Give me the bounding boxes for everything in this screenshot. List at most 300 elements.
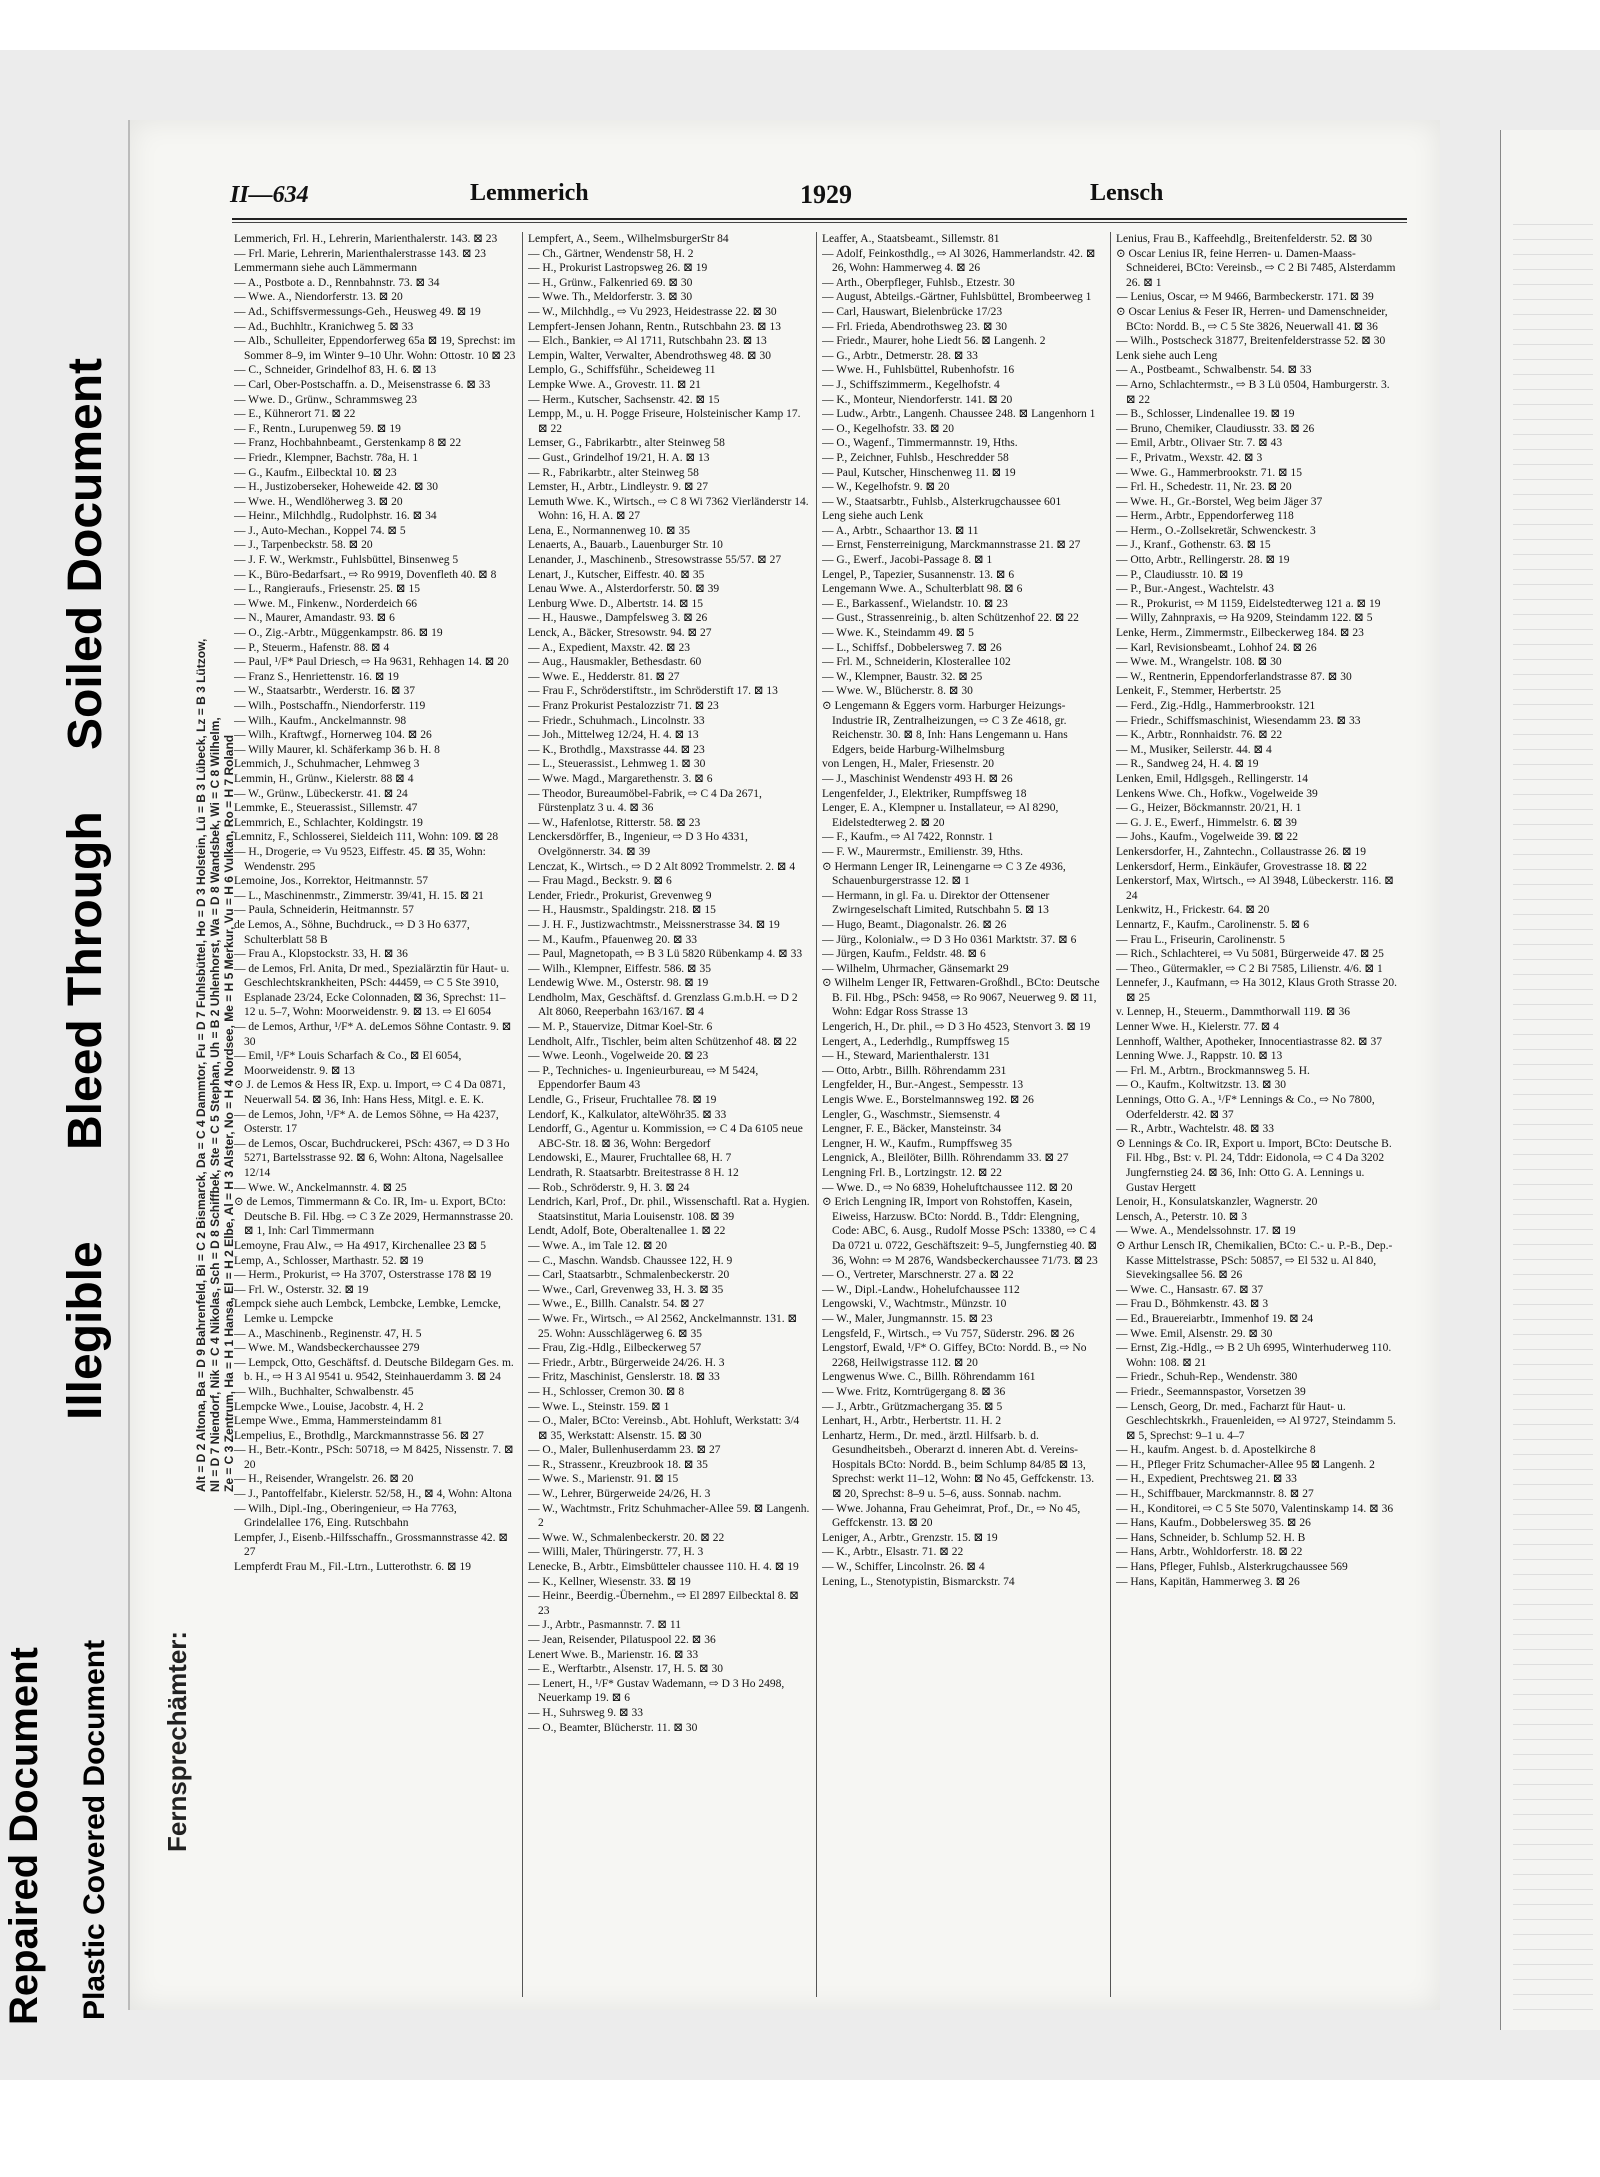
directory-entry: Lendholt, Alfr., Tischler, beim alten Schützenhof 48. ⊠ 22 (528, 1035, 797, 1048)
directory-entry: Lenkens Wwe. Ch., Hofkw., Vogelweide 39 (1116, 787, 1318, 800)
directory-entry: Lenning Wwe. J., Rappstr. 10. ⊠ 13 (1116, 1050, 1283, 1063)
directory-entry: Lengemann Wwe. A., Schulterblatt 98. ⊠ 6 (822, 583, 1023, 596)
directory-entry: Lemuth Wwe. K., Wirtsch., ⇨ C 8 Wi 7362 Vierländerstr 14. Wohn: 16, H. A. ⊠ 27 (528, 495, 809, 523)
directory-entry: — W., Dipl.-Landw., Hohelufchaussee 112 (822, 1283, 1020, 1296)
column-separator (522, 232, 523, 1997)
directory-entry: — Heinr., Milchhdlg., Rudolphstr. 16. ⊠ 34 (234, 510, 437, 523)
directory-entry: — M. P., Stauervize, Ditmar Koel-Str. 6 (528, 1021, 713, 1034)
directory-entry: — J., Arbtr., Grützmachergang 35. ⊠ 5 (822, 1400, 1003, 1413)
directory-entry: — Wwe. G., Hammerbrookstr. 71. ⊠ 15 (1116, 466, 1303, 479)
directory-entry: — Hans, Schneider, b. Schlump 52. H. B (1116, 1531, 1306, 1544)
directory-entry: — F., Privatm., Wexstr. 42. ⊠ 3 (1116, 451, 1263, 464)
directory-entry: — H., Suhrsweg 9. ⊠ 33 (528, 1706, 644, 1719)
directory-entry: Lempin, Walter, Verwalter, Abendrothsweg 48. ⊠ 30 (528, 349, 772, 362)
directory-entry: Lenger, E. A., Klempner u. Installateur, ⇨ Al 8290, Eidelstedterweg 2. ⊠ 20 (822, 802, 1059, 829)
directory-entry: — W., Lehrer, Bürgerweide 24/26, H. 3 (528, 1488, 711, 1501)
directory-entry: Lenhart, H., Arbtr., Herbertstr. 11. H. 2 (822, 1415, 1002, 1428)
directory-entry: — Friedr., Klempner, Bachstr. 78a, H. 1 (234, 451, 419, 464)
directory-entry: — Karl, Revisionsbeamt., Lohhof 24. ⊠ 26 (1116, 641, 1317, 654)
directory-entry: — W., Wachtmstr., Fritz Schuhmacher-Allee 59. ⊠ Langenh. 2 (528, 1502, 810, 1530)
condition-tags (0, 140, 135, 2025)
directory-entry: — A., Postbeamt., Schwalbenstr. 54. ⊠ 33 (1116, 364, 1312, 377)
directory-entry: Lendholm, Max, Geschäftsf. d. Grenzlass G.m.b.H. ⇨ D 2 Alt 8060, Reeperbahn 163/167. ⊠ 4 (528, 991, 798, 1019)
directory-entry: — de Lemos, Frl. Anita, Dr med., Spezialärztin für Haut- u. Geschlechtskrankheiten, PSch: 44459, ⇨ C 5 Ste 3910, Esplanade 23/24, Ecke Colonnaden, ⊠ 36, Sprechst: 11–12 u. 5–7, Wohn: Moorweidenstr. 9. ⊠ 13. ⇨ El 6054 (234, 962, 510, 1019)
directory-entry: — Lempck, Otto, Geschäftsf. d. Deutsche Bildegarn Ges. m. b. H., ⇨ H 3 Al 9541 u. 9542, Steinhauerdamm 3. ⊠ 24 (234, 1356, 514, 1384)
column-3 (822, 232, 1104, 2002)
directory-entry: — Frau L., Friseurin, Carolinenstr. 5 (1116, 933, 1285, 946)
directory-entry: — J. H. F., Justizwachtmstr., Meissnerstrasse 34. ⊠ 19 (528, 918, 780, 931)
directory-entry: — Wwe. S., Marienstr. 91. ⊠ 15 (528, 1473, 679, 1486)
directory-entry: — Friedr., Seemannspastor, Vorsetzen 39 (1116, 1385, 1306, 1398)
directory-entry: Lenaerts, A., Bauarb., Lauenburger Str. 10 (528, 539, 723, 552)
directory-entry: — Ernst, Zig.-Hdlg., ⇨ B 2 Uh 6995, Winterhuderweg 110. Wohn: 108. ⊠ 21 (1116, 1342, 1392, 1369)
directory-entry: — Fritz, Maschinist, Genslerstr. 18. ⊠ 33 (528, 1371, 720, 1384)
directory-entry: — Hans, Kapitän, Hammerweg 3. ⊠ 26 (1116, 1575, 1300, 1588)
directory-entry: Lengnick, A., Bleilöter, Billh. Röhrendamm 33. ⊠ 27 (822, 1152, 1069, 1165)
directory-entry: — H., Pfleger Fritz Schumacher-Allee 95 ⊠ Langenh. 2 (1116, 1458, 1375, 1471)
directory-entry: — H., Steward, Marienthalerstr. 131 (822, 1050, 990, 1063)
directory-entry: — Jean, Reisender, Pilatuspool 22. ⊠ 36 (528, 1634, 716, 1646)
directory-entry: — Wwe. A., Mendelssohnstr. 17. ⊠ 19 (1116, 1225, 1296, 1238)
column-separator (1110, 232, 1111, 1997)
page-header (230, 180, 1405, 216)
directory-entry: — Paula, Schneiderin, Heitmannstr. 57 (234, 904, 414, 917)
directory-entry: — Wwe. L., Steinstr. 159. ⊠ 1 (528, 1400, 670, 1413)
directory-entry: — W., Klempner, Baustr. 32. ⊠ 25 (822, 670, 983, 683)
directory-entry: Lengner, H. W., Kaufm., Rumpffsweg 35 (822, 1137, 1013, 1150)
directory-entry: — Wwe. Johanna, Frau Geheimrat, Prof., Dr., ⇨ No 45, Geffckenstr. 13. ⊠ 20 (822, 1502, 1081, 1530)
directory-entry: Leniger, A., Arbtr., Grenzstr. 15. ⊠ 19 (822, 1531, 998, 1544)
directory-entry: ⊙ Hermann Lenger IR, Leinengarne ⇨ C 3 Ze 4936, Schauenburgerstrasse 12. ⊠ 1 (822, 860, 1066, 888)
directory-entry: — Frl. M., Arbtrn., Brockmannsweg 5. H. (1116, 1064, 1310, 1077)
directory-entry: — Frau F., Schröderstiftstr., im Schröderstift 17. ⊠ 13 (528, 685, 778, 698)
directory-entry: Lendewig Wwe. M., Osterstr. 98. ⊠ 19 (528, 977, 709, 990)
directory-entry: Lemnitz, F., Schlosserei, Sieldeich 111, Wohn: 109. ⊠ 28 (234, 831, 499, 844)
directory-entry: — Wwe. A., Niendorferstr. 13. ⊠ 20 (234, 291, 403, 304)
directory-entry: Lengowski, V., Wachtmstr., Münzstr. 10 (822, 1298, 1007, 1311)
column-2 (528, 232, 810, 2002)
directory-entry: ⊙ de Lemos, Timmermann & Co. IR, Im- u. Export, BCto: Deutsche B. Fil. Hbg. ⇨ C 3 Ze 2029, Hermannstrasse 20. ⊠ 1, Inh: Carl Timmermann (234, 1196, 514, 1238)
directory-entry: Lengwenus Wwe. C., Billh. Röhrendamm 161 (822, 1371, 1036, 1384)
directory-entry: — Wilhelm, Uhrmacher, Gänsemarkt 29 (822, 962, 1009, 975)
directory-entry: — Hermann, in gl. Fa. u. Direktor der Ottensener Zwirngeselschaft Limited, Rutschbahn 5. ⊠ 13 (822, 889, 1050, 917)
directory-entry: Lendorff, G., Agentur u. Kommission, ⇨ C 4 Da 6105 neue ABC-Str. 18. ⊠ 36, Wohn: Bergedorf (528, 1123, 803, 1150)
directory-entry: Lenkersdorfer, H., Zahntechn., Collaustrasse 26. ⊠ 19 (1116, 845, 1366, 858)
directory-entry: — R., Arbtr., Wachtelstr. 48. ⊠ 33 (1116, 1123, 1274, 1136)
directory-entry: — Lenius, Oscar, ⇨ M 9466, Barmbeckerstr. 171. ⊠ 39 (1116, 291, 1374, 304)
directory-entry: — O., Zig.-Arbtr., Müggenkampstr. 86. ⊠ 19 (234, 627, 443, 640)
directory-entry: — O., Maler, Bullenhuserdamm 23. ⊠ 27 (528, 1444, 721, 1457)
directory-entry: Lempfert, A., Seem., WilhelmsburgerStr 84 (528, 233, 729, 245)
directory-entry: — Wilh., Klempner, Eiffestr. 586. ⊠ 35 (528, 962, 712, 975)
directory-entry: — R., Sandweg 24, H. 4. ⊠ 19 (1116, 758, 1259, 771)
directory-entry: Lengfelder, H., Bur.-Angest., Sempesstr. 13 (822, 1079, 1024, 1092)
directory-entry: — R., Fabrikarbtr., alter Steinweg 58 (528, 466, 699, 479)
directory-entry: — Ed., Brauereiarbtr., Immenhof 19. ⊠ 24 (1116, 1312, 1314, 1325)
directory-entry: — M., Musiker, Seilerstr. 44. ⊠ 4 (1116, 743, 1272, 756)
directory-entry: — Wwe. H., Fuhlsbüttel, Rubenhofstr. 16 (822, 364, 1015, 377)
directory-entry: — Ernst, Fensterreinigung, Marckmannstrasse 21. ⊠ 27 (822, 539, 1081, 552)
directory-entry: Lendle, G., Friseur, Fruchtallee 78. ⊠ 19 (528, 1094, 717, 1107)
directory-entry: — W., Staatsarbtr., Werderstr. 16. ⊠ 37 (234, 685, 415, 698)
last-entry-word: Lensch (1090, 180, 1164, 206)
directory-entry: — E., Werftarbtr., Alsenstr. 17, H. 5. ⊠ 30 (528, 1663, 724, 1676)
directory-entry: Lennartz, F., Kaufm., Carolinenstr. 5. ⊠ 6 (1116, 918, 1309, 931)
directory-entry: — Wwe. Leonh., Vogelweide 20. ⊠ 23 (528, 1050, 709, 1063)
directory-entry: Lemoine, Jos., Korrektor, Heitmannstr. 57 (234, 875, 429, 888)
directory-entry: — Jürg., Kolonialw., ⇨ D 3 Ho 0361 Marktstr. 37. ⊠ 6 (822, 933, 1077, 946)
directory-entry: — W., Maler, Jungmannstr. 15. ⊠ 23 (822, 1312, 993, 1325)
directory-entry: Lempke Wwe. A., Grovestr. 11. ⊠ 21 (528, 378, 701, 391)
directory-entry: — Aug., Hausmakler, Bethesdastr. 60 (528, 656, 702, 669)
directory-entry: — de Lemos, Arthur, ¹/F* A. deLemos Söhne Contastr. 9. ⊠ 30 (234, 1021, 512, 1048)
directory-entry: — Ch., Gärtner, Wendenstr 58, H. 2 (528, 247, 694, 260)
directory-entry: Lenczat, K., Wirtsch., ⇨ D 2 Alt 8092 Trommelstr. 2. ⊠ 4 (528, 860, 796, 873)
directory-entry: — Joh., Mittelweg 12/24, H. 4. ⊠ 13 (528, 729, 699, 742)
directory-entry: — Frau, Zig.-Hdlg., Eilbeckerweg 57 (528, 1342, 702, 1355)
directory-entry: — H., Hauswe., Dampfelsweg 3. ⊠ 26 (528, 612, 708, 625)
directory-entry: — E., Kühnerort 71. ⊠ 22 (234, 408, 356, 421)
directory-entry: Lemoyne, Frau Alw., ⇨ Ha 4917, Kirchenallee 23 ⊠ 5 (234, 1239, 486, 1252)
directory-entry: — Theodor, Bureaumöbel-Fabrik, ⇨ C 4 Da 2671, Fürstenplatz 3 u. 4. ⊠ 36 (528, 787, 762, 815)
directory-entry: — J. F. W., Werkmstr., Fuhlsbüttel, Binsenweg 5 (234, 554, 459, 567)
directory-entry: Lemplo, G., Schiffsführ., Scheideweg 11 (528, 364, 716, 377)
directory-entry: — W., Milchhdlg., ⇨ Vu 2923, Heidestrasse 22. ⊠ 30 (528, 305, 777, 318)
directory-entry: — L., Steuerassist., Lehmweg 1. ⊠ 30 (528, 758, 706, 771)
directory-entry: Lemp, A., Schlosser, Marthastr. 52. ⊠ 19 (234, 1254, 424, 1267)
directory-entry: — Ad., Buchhltr., Kranichweg 5. ⊠ 33 (234, 320, 414, 333)
directory-entry: — Wwe. D., ⇨ No 6839, Hoheluftchaussee 112. ⊠ 20 (822, 1181, 1073, 1194)
directory-entry: Lemser, G., Fabrikarbtr., alter Steinweg 58 (528, 437, 725, 450)
directory-entry: — Hans, Pfleger, Fuhlsb., Alsterkrugchaussee 569 (1116, 1561, 1348, 1574)
directory-entry: Lensch, A., Peterstr. 10. ⊠ 3 (1116, 1210, 1248, 1223)
directory-entry: — Jürgen, Kaufm., Feldstr. 48. ⊠ 6 (822, 948, 986, 961)
directory-entry: — F. W., Maurermstr., Emilienstr. 39, Hths. (822, 845, 1023, 858)
directory-entry: — Otto, Arbtr., Billh. Röhrendamm 231 (822, 1064, 1007, 1077)
tag-plastic: Plastic Covered Document (78, 1639, 111, 2020)
directory-entry: — Ludw., Arbtr., Langenh. Chaussee 248. ⊠ Langenhorn 1 (822, 408, 1096, 421)
directory-entry: — Willy, Zahnpraxis, ⇨ Ha 9209, Steindamm 122. ⊠ 5 (1116, 612, 1373, 625)
directory-entry: — Wwe. Fr., Wirtsch., ⇨ Al 2562, Anckelmannstr. 131. ⊠ 25. Wohn: Ausschlägerweg 6. ⊠ 35 (528, 1312, 798, 1340)
directory-entry: — O., Vertreter, Marschnerstr. 27 a. ⊠ 22 (822, 1269, 1014, 1282)
directory-entry: — Gust., Grindelhof 19/21, H. A. ⊠ 13 (528, 451, 710, 464)
directory-entry: Lendorf, K., Kalkulator, alteWöhr35. ⊠ 33 (528, 1108, 727, 1121)
directory-entry: — Wilh., Kraftwgf., Hornerweg 104. ⊠ 26 (234, 729, 432, 742)
directory-entry: — H., Betr.-Kontr., PSch: 50718, ⇨ M 8425, Nissenstr. 7. ⊠ 20 (234, 1444, 514, 1471)
directory-entry: Lenander, J., Maschinenb., Stresowstrasse 55/57. ⊠ 27 (528, 554, 782, 567)
directory-entry: — G., Arbtr., Detmerstr. 28. ⊠ 33 (822, 349, 978, 362)
directory-entry: Lenius, Frau B., Kaffeehdlg., Breitenfelderstr. 52. ⊠ 30 (1116, 233, 1372, 245)
directory-entry: — Wwe. A., im Tale 12. ⊠ 20 (528, 1239, 668, 1252)
directory-entry: — Adolf, Feinkosthdlg., ⇨ Al 3026, Hammerlandstr. 42. ⊠ 26, Wohn: Hammerweg 4. ⊠ 26 (822, 247, 1096, 275)
directory-entry: — K., Kellner, Wiesenstr. 33. ⊠ 19 (528, 1575, 691, 1588)
directory-entry: — Paul, Magnetopath, ⇨ B 3 Lü 5820 Rübenkamp 4. ⊠ 33 (528, 948, 803, 961)
tag-illegible: Illegible (59, 1241, 112, 1420)
directory-entry: Lennhoff, Walther, Apotheker, Innocentiastrasse 82. ⊠ 37 (1116, 1035, 1383, 1048)
directory-entry: — August, Abteilgs.-Gärtner, Fuhlsbüttel, Brombeerweg 1 (822, 291, 1092, 304)
directory-entry: — O., Kaufm., Koltwitzstr. 13. ⊠ 30 (1116, 1079, 1286, 1092)
directory-entry: — R., Strassenr., Kreuzbrook 18. ⊠ 35 (528, 1458, 708, 1471)
directory-entry: Lenkwitz, H., Frickestr. 64. ⊠ 20 (1116, 904, 1270, 917)
directory-entry: — H., Prokurist Lastropsweg 26. ⊠ 19 (528, 262, 708, 275)
directory-entry: — Carl, Hauswart, Bielenbrücke 17/23 (822, 305, 1003, 318)
directory-entry: — J., Kranf., Gothenstr. 63. ⊠ 15 (1116, 539, 1271, 552)
directory-entry: — H., Schiffbauer, Marckmannstr. 8. ⊠ 27 (1116, 1488, 1314, 1501)
directory-entry: ⊙ Arthur Lensch IR, Chemikalien, BCto: C.- u. P.-B., Dep.-Kasse Mittelstrasse, PSch: 50857, ⇨ El 532 u. Al 840, Sievekingsallee 56. ⊠ 26 (1116, 1239, 1393, 1282)
directory-entry: — Frl. Marie, Lehrerin, Marienthalerstrasse 143. ⊠ 23 (234, 247, 487, 260)
directory-entry: — Herm., O.-Zollsekretär, Schwenckestr. 3 (1116, 524, 1316, 537)
directory-entry: — H., Grünw., Falkenried 69. ⊠ 30 (528, 276, 693, 289)
directory-entry: — P., Techniches- u. Ingenieurbureau, ⇨ M 5424, Eppendorfer Baum 43 (528, 1064, 759, 1092)
directory-entry: — H., Hausmstr., Spaldingstr. 218. ⊠ 15 (528, 904, 716, 917)
sidebar-line-1: Alt = D 2 Altona, Ba = D 9 Bahrenfeld, Bi = C 2 Bismarck, Da = C 4 Dammtor, Fu = D 7 Fuhlsbüttel, Ho = D 3 Holstein, Lü = B 3 Lübeck, Lz = B 3 Lützow, (194, 638, 208, 1492)
directory-entry: Lengler, G., Waschmstr., Siemsenstr. 4 (822, 1108, 1000, 1121)
directory-entry: — H., Justizoberseker, Hoheweide 42. ⊠ 30 (234, 481, 438, 494)
directory-entry: — W., Hafenlotse, Ritterstr. 58. ⊠ 23 (528, 816, 701, 829)
directory-entry: — Herm., Prokurist, ⇨ Ha 3707, Osterstrasse 178 ⊠ 19 (234, 1269, 492, 1282)
directory-entry: — Friedr., Schiffsmaschinist, Wiesendamm 23. ⊠ 33 (1116, 714, 1361, 727)
directory-entry: — Wwe., Carl, Grevenweg 33, H. 3. ⊠ 35 (528, 1283, 724, 1296)
directory-entry: — Wwe. M., Wrangelstr. 108. ⊠ 30 (1116, 656, 1282, 669)
directory-entry: — Herm., Kutscher, Sachsenstr. 42. ⊠ 15 (528, 393, 720, 406)
directory-entry: — de Lemos, John, ¹/F* A. de Lemos Söhne, ⇨ Ha 4237, Osterstr. 17 (234, 1108, 499, 1136)
directory-entry: Lenkersdorf, Herm., Einkäufer, Grovestrasse 18. ⊠ 22 (1116, 860, 1367, 873)
directory-entry: — O., Maler, BCto: Vereinsb., Abt. Hohluft, Werkstatt: 3/4 ⊠ 35, Werkstatt: Alsenstr. 15. ⊠ 30 (528, 1415, 800, 1442)
directory-entry: de Lemos, A., Söhne, Buchdruck., ⇨ D 3 Ho 6377, Schulterblatt 58 B (234, 918, 470, 946)
column-4 (1116, 232, 1398, 2002)
directory-entry: Lenert Wwe. B., Marienstr. 16. ⊠ 33 (528, 1648, 699, 1661)
directory-entry: Lengerich, H., Dr. phil., ⇨ D 3 Ho 4523, Stenvort 3. ⊠ 19 (822, 1021, 1091, 1034)
directory-entry: — Carl, Staatsarbtr., Schmalenbeckerstr. 20 (528, 1269, 730, 1282)
directory-entry: — Willi, Maler, Thüringerstr. 77, H. 3 (528, 1546, 704, 1559)
directory-entry: Lengner, F. E., Bäcker, Mansteinstr. 34 (822, 1123, 1002, 1136)
directory-entry: — W., Staatsarbtr., Fuhlsb., Alsterkrugchaussee 601 (822, 495, 1062, 508)
next-page-edge (1500, 130, 1600, 2030)
directory-entry: — Friedr., Schuhmach., Lincolnstr. 33 (528, 714, 705, 727)
directory-entry: — Johs., Kaufm., Vogelweide 39. ⊠ 22 (1116, 831, 1299, 844)
directory-entry: — Bruno, Chemiker, Claudiusstr. 33. ⊠ 26 (1116, 422, 1315, 435)
directory-entry: Lendowski, E., Maurer, Fruchtallee 68, H. 7 (528, 1152, 732, 1165)
column-1 (234, 232, 516, 2002)
directory-entry: — Wilh., Kaufm., Anckelmannstr. 98 (234, 714, 407, 727)
directory-entry: Lenkeit, F., Stemmer, Herbertstr. 25 (1116, 685, 1282, 698)
directory-entry: — Wwe. M., Finkenw., Norderdeich 66 (234, 597, 418, 610)
directory-entry: — Wilh., Postscheck 31877, Breitenfelderstrasse 52. ⊠ 30 (1116, 335, 1386, 348)
directory-entry: — Otto, Arbtr., Rellingerstr. 28. ⊠ 19 (1116, 554, 1290, 567)
directory-entry: Lendt, Adolf, Bote, Oberaltenallee 1. ⊠ 22 (528, 1225, 726, 1238)
directory-entry: — A., Arbtr., Schaarthor 13. ⊠ 11 (822, 524, 979, 537)
column-separator (816, 232, 817, 1997)
directory-entry: — Emil, ¹/F* Louis Scharfach & Co., ⊠ El 6054, Moorweidenstr. 9. ⊠ 13 (234, 1050, 462, 1077)
sidebar-line-3: Ze = C 3 Zentrum, Ha = H 1 Hansa, El = H 2 Elbe, Al = H 3 Alster, No = H 4 Nordsee, Me = H 5 Merkur, Vu = H 6 Vulkan, Ro = H 7 Roland (222, 734, 236, 1492)
directory-entry: Lengel, P., Tapezier, Susannenstr. 13. ⊠ 6 (822, 568, 1015, 581)
directory-entry: Lempferdt Frau M., Fil.-Ltrn., Lutterothstr. 6. ⊠ 19 (234, 1561, 472, 1574)
directory-entry: — G., Heizer, Böckmannstr. 20/21, H. 1 (1116, 802, 1302, 815)
tag-soiled: Soiled Document (59, 357, 112, 750)
directory-entry: — Wilh., Buchhalter, Schwalbenstr. 45 (234, 1385, 414, 1398)
directory-entry: — Frau A., Klopstockstr. 33, H. ⊠ 36 (234, 948, 408, 961)
directory-entry: — Willy Maurer, kl. Schäferkamp 36 b. H. 8 (234, 743, 440, 756)
directory-entry: — W., Rentnerin, Eppendorferlandstrasse 87. ⊠ 30 (1116, 670, 1352, 683)
directory-entry: — P., Claudiusstr. 10. ⊠ 19 (1116, 568, 1243, 581)
header-rule-thin (232, 222, 1407, 223)
directory-entry: — W., Schiffer, Lincolnstr. 26. ⊠ 4 (822, 1561, 985, 1574)
directory-entry: Lempelius, E., Brothdlg., Marckmannstrasse 56. ⊠ 27 (234, 1429, 484, 1442)
directory-entry: — H., Schlosser, Cremon 30. ⊠ 8 (528, 1385, 685, 1398)
directory-entry: — P., Bur.-Angest., Wachtelstr. 43 (1116, 583, 1274, 596)
directory-entry: — F., Kaufm., ⇨ Al 7422, Ronnstr. 1 (822, 831, 994, 844)
directory-entry: Lengis Wwe. E., Borstelmannsweg 192. ⊠ 26 (822, 1094, 1034, 1107)
directory-entry: Leaffer, A., Staatsbeamt., Sillemstr. 81 (822, 233, 1000, 245)
directory-entry: — M., Kaufm., Pfauenweg 20. ⊠ 33 (528, 933, 698, 946)
directory-entry: — J., Schiffszimmerm., Kegelhofstr. 4 (822, 378, 1000, 391)
directory-entry: — Frl. H., Schedestr. 11, Nr. 23. ⊠ 20 (1116, 481, 1292, 494)
directory-entry: ⊙ Wilhelm Lenger IR, Fettwaren-Großhdl., BCto: Deutsche B. Fil. Hbg., PSch: 9458, ⇨ Ro 9067, Neuerweg 9. ⊠ 11, Wohn: Edgar Ross Strasse 13 (822, 977, 1100, 1019)
header-rule (232, 218, 1407, 220)
directory-entry: Lengenfelder, J., Elektriker, Rumpffsweg 18 (822, 787, 1027, 800)
directory-entry: — H., kaufm. Angest. b. d. Apostelkirche 8 (1116, 1444, 1316, 1457)
directory-entry: — Lenert, H., ¹/F* Gustav Wademann, ⇨ D 3 Ho 2498, Neuerkamp 19. ⊠ 6 (528, 1677, 785, 1705)
directory-entry: Lennefer, J., Kaufmann, ⇨ Ha 3012, Klaus Groth Strasse 20. ⊠ 25 (1116, 977, 1397, 1004)
directory-entry: Lenner Wwe. H., Kielerstr. 77. ⊠ 4 (1116, 1021, 1280, 1034)
directory-entry: — G., Kaufm., Eilbecktal 10. ⊠ 23 (234, 466, 397, 479)
directory-entry: — Frau Magd., Beckstr. 9. ⊠ 6 (528, 875, 672, 888)
directory-entry: — Frau D., Böhmkenstr. 43. ⊠ 3 (1116, 1298, 1269, 1311)
directory-entry: — P., Zeichner, Fuhlsb., Heschredder 58 (822, 451, 1009, 464)
directory-entry: — Rob., Schröderstr. 9, H. 3. ⊠ 24 (528, 1181, 690, 1194)
directory-entry: v. Lennep, H., Steuerm., Dammthorwall 119. ⊠ 36 (1116, 1006, 1350, 1019)
directory-entry: — O., Beamter, Blücherstr. 11. ⊠ 30 (528, 1721, 698, 1734)
directory-entry: Lemmrich, E., Schlachter, Koldingstr. 19 (234, 816, 423, 829)
directory-entry: Lenken, Emil, Hdlgsgeh., Rellingerstr. 14 (1116, 772, 1308, 785)
directory-entry: ⊙ J. de Lemos & Hess IR, Exp. u. Import, ⇨ C 4 Da 0871, Neuerwall 54. ⊠ 36, Inh: Hans Hess, Mitgl. e. E. K. (234, 1079, 506, 1107)
directory-entry: — Franz S., Henriettenstr. 16. ⊠ 19 (234, 670, 399, 683)
directory-entry: Lening, L., Stenotypistin, Bismarckstr. 74 (822, 1575, 1015, 1588)
directory-entry: — Theo., Gütermakler, ⇨ C 2 Bi 7585, Lilienstr. 4/6. ⊠ 1 (1116, 962, 1383, 975)
directory-entry: — A., Expedient, Maxstr. 42. ⊠ 23 (528, 641, 690, 654)
directory-entry: — J., Auto-Mechan., Koppel 74. ⊠ 5 (234, 524, 406, 537)
directory-entry: — K., Büro-Bedarfsart., ⇨ Ro 9919, Dovenfleth 40. ⊠ 8 (234, 568, 497, 581)
directory-entry: — H., Reisender, Wrangelstr. 26. ⊠ 20 (234, 1473, 414, 1486)
directory-entry: Lemmerich, Frl. H., Lehrerin, Marienthalerstr. 143. ⊠ 23 (234, 233, 498, 245)
directory-entry: — E., Barkassenf., Wielandstr. 10. ⊠ 23 (822, 597, 1008, 610)
directory-entry: — Carl, Ober-Postschaffn. a. D., Meisenstrasse 6. ⊠ 33 (234, 378, 491, 391)
directory-entry: — Arth., Oberpfleger, Fuhlsb., Etzestr. 30 (822, 276, 1015, 289)
directory-entry: — Lensch, Georg, Dr. med., Facharzt für Haut- u. Geschlechtskrkh., Frauenleiden, ⇨ Al 9727, Steindamm 5. ⊠ 5, Sprechst: 9–1 u. 4–7 (1116, 1400, 1396, 1442)
directory-entry: — K., Monteur, Niendorferstr. 141. ⊠ 20 (822, 393, 1013, 406)
directory-entry: Lemmich, J., Schuhmacher, Lehmweg 3 (234, 758, 420, 771)
directory-entry: — L., Rangieraufs., Friesenstr. 25. ⊠ 15 (234, 583, 420, 596)
directory-entry: Lendrich, Karl, Prof., Dr. phil., Wissenschaftl. Rat a. Hygien. Staatsinstitut, Maria Louisenstr. 108. ⊠ 39 (528, 1196, 810, 1223)
directory-entry: Lenk siehe auch Leng (1116, 349, 1218, 362)
directory-entry: Lemmermann siehe auch Lämmermann (234, 262, 417, 275)
directory-entry: ⊙ Lengemann & Eggers vorm. Harburger Heizungs-Industrie IR, Zentralheizungen, ⇨ C 3 Ze 4618, gr. Reichenstr. 30. ⊠ 8, Inh: Hans Lengemann u. Hans Edgers, beide Harburg-Wilhelmsburg (822, 700, 1068, 756)
directory-entry: — J., Arbtr., Pasmannstr. 7. ⊠ 11 (528, 1619, 681, 1632)
directory-entry: — Wwe. M., Wandsbeckerchaussee 279 (234, 1342, 420, 1355)
directory-entry: — Paul, Kutscher, Hinschenweg 11. ⊠ 19 (822, 466, 1016, 479)
directory-entry: — Paul, ¹/F* Paul Driesch, ⇨ Ha 9631, Rehhagen 14. ⊠ 20 (234, 656, 509, 669)
directory-entry: — Wwe. Emil, Alsenstr. 29. ⊠ 30 (1116, 1327, 1273, 1340)
directory-entry: — G., Ewerf., Jacobi-Passage 8. ⊠ 1 (822, 554, 993, 567)
sidebar-title: Fernsprechämter: (162, 1630, 192, 1852)
directory-entry: — O., Wagenf., Timmermannstr. 19, Hths. (822, 437, 1018, 450)
directory-entry: — Wwe. Th., Meldorferstr. 3. ⊠ 30 (528, 291, 693, 304)
year: 1929 (800, 180, 852, 209)
page-number: II—634 (230, 182, 309, 208)
directory-entry: — H., Drogerie, ⇨ Vu 9523, Eiffestr. 45. ⊠ 35, Wohn: Wendenstr. 295 (234, 845, 486, 873)
tag-bleed-through: Bleed Through (59, 811, 112, 1150)
directory-entry: — W., Grünw., Lübeckerstr. 41. ⊠ 24 (234, 787, 408, 800)
directory-entry: — Wilh., Dipl.-Ing., Oberingenieur, ⇨ Ha 7763, Grindelallee 176, Eing. Rutschbahn (234, 1502, 457, 1530)
directory-entry: — Wwe. E., Hedderstr. 81. ⊠ 27 (528, 670, 680, 683)
directory-entry: — Wwe. C., Hansastr. 67. ⊠ 37 (1116, 1283, 1264, 1296)
directory-entry: — H., Konditorei, ⇨ C 5 Ste 5070, Valentinskamp 14. ⊠ 36 (1116, 1502, 1394, 1515)
directory-entry: — Gust., Strassenreinig., b. alten Schützenhof 22. ⊠ 22 (822, 612, 1079, 625)
first-entry-word: Lemmerich (470, 180, 589, 206)
directory-entry: Lenoir, H., Konsulatskanzler, Wagnerstr. 20 (1116, 1196, 1318, 1209)
directory-entry: — Franz Prokurist Pestalozzistr 71. ⊠ 23 (528, 700, 719, 712)
directory-entry: Lengstorf, Ewald, ¹/F* O. Giffey, BCto: Nordd. B., ⇨ No 2268, Heilwigstrasse 112. ⊠ 20 (822, 1342, 1087, 1369)
directory-entry: Lennings, Otto G. A., ¹/F* Lennings & Co., ⇨ No 7800, Oderfelderstr. 42. ⊠ 37 (1116, 1094, 1375, 1121)
directory-entry: — R., Prokurist, ⇨ M 1159, Eidelstedterweg 121 a. ⊠ 19 (1116, 597, 1381, 610)
directory-entry: — Frl. W., Osterstr. 32. ⊠ 19 (234, 1283, 369, 1296)
directory-entry: ⊙ Oscar Lenius IR, feine Herren- u. Damen-Maass-Schneiderei, BCto: Vereinsb., ⇨ C 2 Bi 7485, Alsterdamm 26. ⊠ 1 (1116, 247, 1396, 289)
directory-entry: — Wwe. Magd., Margarethenstr. 3. ⊠ 6 (528, 772, 713, 785)
directory-entry: — W., Kegelhofstr. 9. ⊠ 20 (822, 481, 950, 494)
directory-entry: — K., Arbtr., Ronnhaidstr. 76. ⊠ 22 (1116, 729, 1283, 742)
directory-entry: Lenecke, B., Arbtr., Eimsbütteler chaussee 110. H. 4. ⊠ 19 (528, 1561, 799, 1574)
directory-entry: — Arno, Schlachtermstr., ⇨ B 3 Lü 0504, Hamburgerstr. 3. ⊠ 22 (1116, 378, 1390, 406)
directory-entry: Lenau Wwe. A., Alsterdorferstr. 50. ⊠ 39 (528, 583, 720, 596)
directory-entry: — Emil, Arbtr., Olivaer Str. 7. ⊠ 43 (1116, 437, 1283, 450)
directory-entry: — Wwe. H., Gr.-Borstel, Weg beim Jäger 37 (1116, 495, 1323, 508)
directory-entry: — Heinr., Beerdig.-Übernehm., ⇨ El 2897 Eilbecktal 8. ⊠ 23 (528, 1590, 799, 1617)
directory-entry: — G. J. E., Ewerf., Himmelstr. 6. ⊠ 39 (1116, 816, 1297, 829)
sidebar-line-2: Nl = D 7 Niendorf, Nik = C 4 Nikolas, Sch = D 8 Schiffbek, Ste = C 5 Stephan, Uh = B 2 Uhlenhorst, Wa = D 8 Wandsbek, Wi = C 8 Wilhelm, (208, 717, 222, 1492)
directory-entry: ⊙ Erich Lengning IR, Import von Rohstoffen, Kasein, Eiweiss, Harzusw. BCto: Nordd. B., Tddr: Elengning, Code: ABC, 6. Ausg., Rudolf Mosse PSch: 13380, ⇨ C 4 Da 0721 u. 0722, Geschäftszeit: 9–5, Jungfernstieg 40. ⊠ 36, Wohn: ⇨ M 2876, Wandsbeckerchaussee 71/73. ⊠ 23 (822, 1196, 1098, 1267)
directory-entry: — L., Schiffsf., Dobbelersweg 7. ⊠ 26 (822, 641, 1002, 654)
directory-entry: — N., Maurer, Amandastr. 93. ⊠ 6 (234, 612, 395, 625)
directory-entry: — O., Kegelhofstr. 33. ⊠ 20 (822, 422, 954, 435)
directory-entry: Lenhartz, Herm., Dr. med., ärztl. Hilfsarb. b. d. Gesundheitsbeh., Oberarzt d. inneren Abt. d. Vereins-Hospitals BCto: Nordd. B., beim Schlump 84/85 ⊠ 13, Sprechst: werkt 11–12, Wohn: ⊠ No 45, Geffckenstr. 13. ⊠ 20, Sprechst: 8–9 u. 5–6, auss. Sonnab. nachm. (822, 1429, 1095, 1501)
directory-entry: — K., Arbtr., Elsastr. 71. ⊠ 22 (822, 1546, 964, 1559)
directory-entry: — J., Maschinist Wendenstr 493 H. ⊠ 26 (822, 772, 1013, 785)
directory-entry: — Friedr., Maurer, hohe Liedt 56. ⊠ Langenh. 2 (822, 335, 1046, 348)
directory-entry: — Hans, Arbtr., Wohldorferstr. 18. ⊠ 22 (1116, 1546, 1303, 1559)
directory-entry: — Wwe. Fritz, Korntrügergang 8. ⊠ 36 (822, 1385, 1006, 1398)
directory-entry: — Rich., Schlachterei, ⇨ Vu 5081, Bürgerweide 47. ⊠ 25 (1116, 948, 1384, 961)
directory-entry: — B., Schlosser, Lindenallee 19. ⊠ 19 (1116, 408, 1295, 421)
directory-entry: Lenart, J., Kutscher, Eiffestr. 40. ⊠ 35 (528, 568, 705, 581)
tag-repaired: Repaired Document (2, 1647, 46, 2025)
directory-entry: Lempfert-Jensen Johann, Rentn., Rutschbahn 23. ⊠ 13 (528, 320, 782, 333)
directory-entry: Lena, E., Normannenweg 10. ⊠ 35 (528, 524, 690, 537)
directory-entry: Lemmin, H., Grünw., Kielerstr. 88 ⊠ 4 (234, 772, 414, 785)
directory-entry: — Wwe. W., Schmalenbeckerstr. 20. ⊠ 22 (528, 1531, 725, 1544)
directory-entry: Lemster, H., Arbtr., Lindleystr. 9. ⊠ 27 (528, 481, 709, 494)
directory-entry: — C., Schneider, Grindelhof 83, H. 6. ⊠ 13 (234, 364, 437, 377)
directory-entry: Lempe Wwe., Emma, Hammersteindamm 81 (234, 1415, 443, 1428)
directory-entry: — Alb., Schulleiter, Eppendorferweg 65a ⊠ 19, Sprechst: im Sommer 8–9, im Winter 9–10 Uhr. Wohn: Ottostr. 10 ⊠ 23 (234, 335, 516, 362)
directory-entry: Lengning Frl. B., Lortzingstr. 12. ⊠ 22 (822, 1167, 1002, 1179)
directory-entry: — J., Tarpenbeckstr. 58. ⊠ 20 (234, 539, 373, 552)
directory-entry: — Wwe. D., Grünw., Schrammsweg 23 (234, 393, 418, 406)
directory-entry: — H., Expedient, Prechtsweg 21. ⊠ 33 (1116, 1473, 1297, 1486)
directory-entry: Lenburg Wwe. D., Albertstr. 14. ⊠ 15 (528, 597, 703, 610)
directory-entry: — Wwe. W., Blücherstr. 8. ⊠ 30 (822, 685, 973, 698)
directory-entry: ⊙ Lennings & Co. IR, Export u. Import, BCto: Deutsche B. Fil. Hbg., Bst: v. Pl. 24, Tddr: Eidonola, ⇨ C 4 Da 3202 Jungfernstieg 24. ⊠ 36, Inh: Otto G. A. Lennings u. Gustav Hergett (1116, 1137, 1392, 1194)
directory-entry: Lemmke, E., Steuerassist., Sillemstr. 47 (234, 802, 418, 815)
